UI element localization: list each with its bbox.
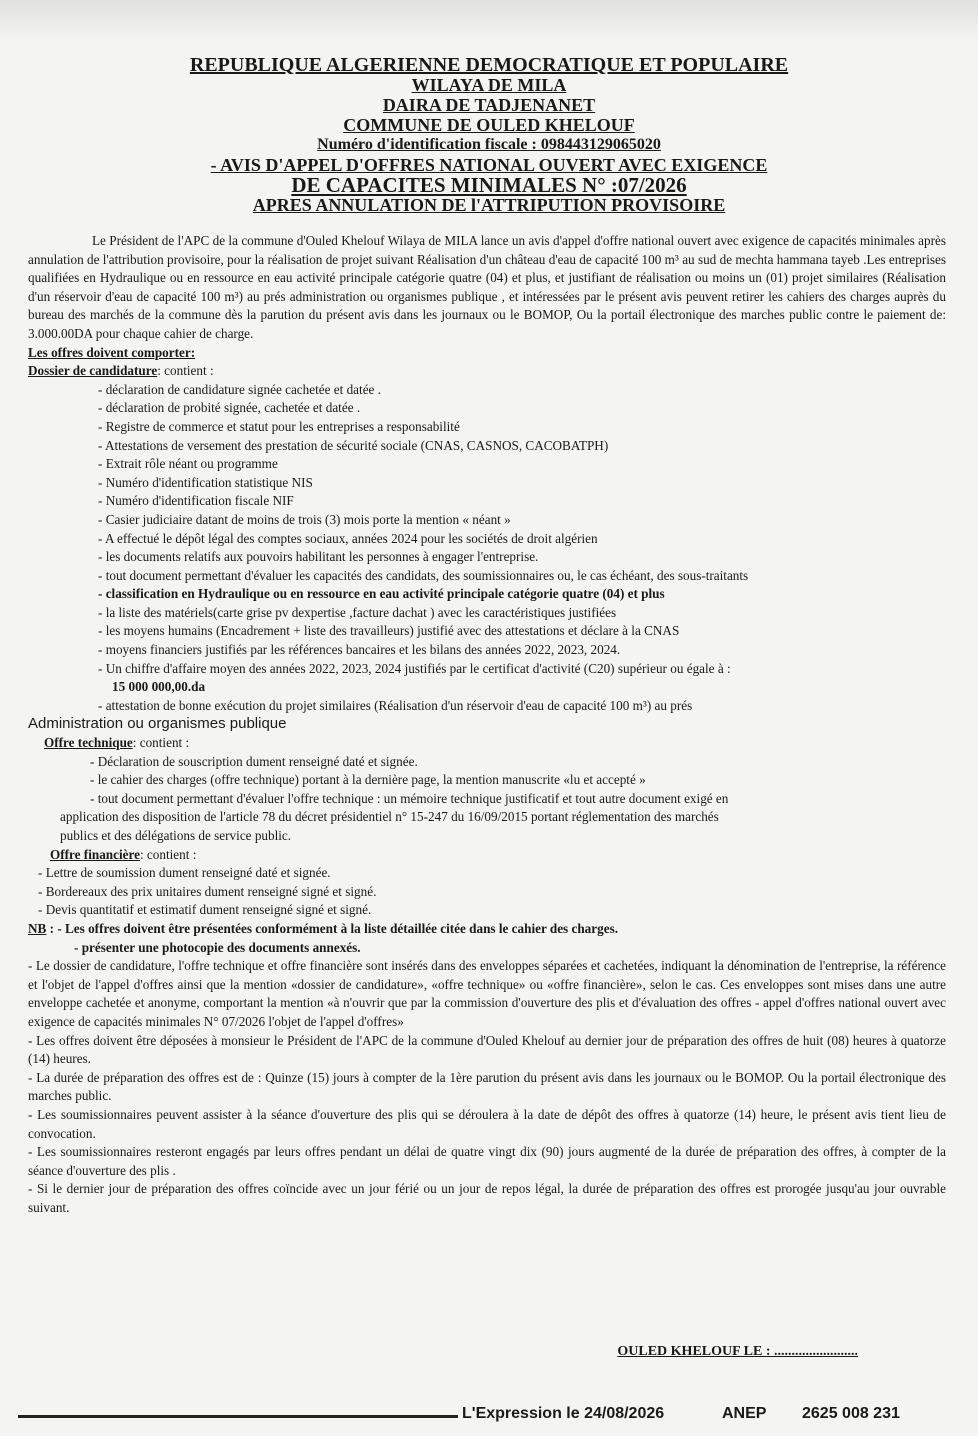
header-daira: DAIRA DE TADJENANET (382, 95, 596, 115)
condition-paragraph: - La durée de préparation des offres est de : Quinze (15) jours à compter de la 1ère parution du présent avis dans les journaux ou le BOMOP. Ou la portail électronique des marches public. (28, 1069, 946, 1104)
offres-title-text: Les offres doivent comporter: (28, 344, 196, 360)
nb-text-1: : - Les offres doivent être présentées conformément à la liste détaillée citée dans le cahier des charges. (46, 920, 619, 936)
header-annulation: APRES ANNULATION DE l'ATTRIPUTION PROVISOIRE (252, 195, 726, 215)
list-item: - Extrait rôle néant ou programme (98, 456, 278, 472)
header-avis-title: - AVIS D'APPEL D'OFFRES NATIONAL OUVERT AVEC EXIGENCE (210, 155, 768, 175)
condition-paragraph: - Les soumissionnaires resteront engagés par leurs offres pendant un délai de quatre vingt dix (90) jours augmenté de la durée de préparation des offres, à compter de la séance d'ouverture des plis . (28, 1144, 946, 1178)
technique-list (28, 753, 946, 846)
notice-header (0, 55, 978, 215)
list-item: - A effectué le dépôt légal des comptes sociaux, années 2024 pour les sociétés de droit algérien (98, 530, 598, 546)
header-republic: REPUBLIQUE ALGERIENNE DEMOCRATIQUE ET POPULAIRE (189, 54, 789, 76)
list-item-continuation: publics et des délégations de service public. (60, 828, 292, 843)
list-item: - les documents relatifs aux pouvoirs habilitant les personnes à engager l'entreprise. (98, 549, 539, 565)
list-item: - Numéro d'identification statistique NIS (98, 474, 313, 490)
financiere-list (28, 864, 946, 920)
list-item: - Lettre de soumission dument renseigné daté et signée. (38, 865, 331, 881)
dossier-heading (28, 362, 946, 381)
header-wilaya: WILAYA DE MILA (411, 75, 567, 95)
list-item: - le cahier des charges (offre technique) portant à la dernière page, la mention manuscrite «lu et accepté » (90, 772, 646, 788)
list-item: - déclaration de candidature signée cachetée et datée . (98, 381, 381, 397)
list-item: - moyens financiers justifiés par les références bancaires et les bilans des années 2022, 2023, 2024. (98, 642, 621, 658)
condition-paragraph: - Le dossier de candidature, l'offre technique et offre financière sont insérés dans des enveloppes séparées et cachetées, indiquant la dénomination de l'entreprise, la référence et l'objet de l'appel d'offres ainsi que la mention «dossier de candidature», «offre technique» ou «offre financière», selon le cas. Ces enveloppes sont mises dans une autre enveloppe cachetée et anonyme, comportant la mention «à n'ouvrir que par la commission d'ouverture des plis et d'évaluation des offres - appel d'offres national ouvert avec exigence de capacités minimales N° 07/2026 l'objet de l'appel d'offres» (28, 958, 946, 1029)
condition-paragraph: - Les offres doivent être déposées à monsieur le Président de l'APC de la commune d'Ouled Khelouf au dernier jour de préparation des offres de huit (08) heures à quatorze (14) heures. (28, 1032, 946, 1067)
intro-text: Le Président de l'APC de la commune d'Ouled Khelouf Wilaya de MILA lance un avis d'appel d'offre national ouvert avec exigence de capacités minimales après annulation de l'attribution provisoire, pour la réalisation de projet suivant Réalisation d'un château d'eau de capacité 100 m³ au sud de mechta hammana tayeb .Les entreprises qualifiées en Hydraulique ou en ressource en eau activité principale catégorie quatre (04) et plus, et justifiant de réalisation ou moins un (01) projet similaires (Réalisation d'un réservoir d'eau de capacité 100 m³) au prés administration ou organismes publique , et intéressées par le présent avis peuvent retirer les cahiers des charges auprès du bureau des marchés de la commune dès la parution du présent avis dans les journaux ou le BOMOP, Ou la portail électronique des marches public contre le paiement de: 3.000.00DA pour chaque cahier de charge. (28, 233, 946, 341)
list-item: - les moyens humains (Encadrement + liste des travailleurs) justifié avec des attestations et déclare à la CNAS (98, 623, 680, 639)
intro-paragraph (28, 232, 946, 344)
agency-name: ANEP (722, 1405, 767, 1422)
list-item: - la liste des matériels(carte grise pv dexpertise ,facture dachat ) avec les caractéristiques justifiées (98, 604, 617, 620)
dossier-title: Dossier de candidature (28, 363, 158, 379)
offres-title (28, 344, 946, 363)
amount-line: 15 000 000,00.da (112, 679, 206, 695)
list-item: - déclaration de probité signée, cachetée et datée . (98, 400, 361, 416)
list-item: - Registre de commerce et statut pour les entreprises a responsabilité (98, 418, 460, 434)
list-item: - tout document permettant d'évaluer l'offre technique : un mémoire technique justificatif et tout autre document exigé en (90, 790, 729, 806)
scan-shading (0, 0, 978, 40)
signature-line: OULED KHELOUF LE : ........................ (617, 1344, 858, 1359)
admin-line: Administration ou organismes publique (28, 715, 287, 733)
nb-label: NB (28, 920, 47, 936)
header-nif: Numéro d'identification fiscale : 098443129065020 (317, 136, 661, 153)
list-item: - attestation de bonne exécution du projet similaires (Réalisation d'un réservoir d'eau de capacité 100 m³) au prés (98, 697, 693, 713)
publication-footer (0, 1402, 978, 1430)
dossier-suffix: : contient : (157, 363, 214, 379)
list-item-continuation: application des disposition de l'article 78 du décret présidentiel n° 15-247 du 16/09/2015 portant réglementation des marchés (60, 809, 719, 825)
header-commune: COMMUNE DE OULED KHELOUF (343, 115, 635, 135)
list-item: - Bordereaux des prix unitaires dument renseigné signé et signé. (38, 883, 377, 899)
nb-line-1 (28, 920, 946, 939)
notice-body (28, 232, 946, 1217)
list-item: - Attestations de versement des prestation de sécurité sociale (CNAS, CASNOS, CACOBATPH) (98, 437, 609, 453)
condition-paragraph: - Les soumissionnaires peuvent assister à la séance d'ouverture des plis qui se déroulera à la date de dépôt des offres à quatorze (14) heure, le présent avis tient lieu de convocation. (28, 1106, 946, 1141)
list-item: - Numéro d'identification fiscale NIF (98, 493, 294, 509)
footer-rule (18, 1415, 458, 1418)
reference-number: 2625 008 231 (802, 1405, 900, 1422)
publication-name: L'Expression le 24/08/2026 (462, 1405, 665, 1422)
list-item: - Devis quantitatif et estimatif dument renseigné signé et signé. (38, 902, 372, 918)
list-item: - Casier judiciaire datant de moins de trois (3) mois porte la mention « néant » (98, 511, 511, 527)
financiere-heading (28, 846, 946, 865)
list-item: - Déclaration de souscription dument renseigné daté et signée. (90, 753, 418, 769)
condition-paragraph: - Si le dernier jour de préparation des offres coïncide avec un jour férié ou un jour de repos légal, la durée de préparation des offres est prorogée jusqu'au jour ouvrable suivant. (28, 1181, 946, 1215)
financiere-title: Offre financière (50, 846, 140, 862)
header-avis-number: DE CAPACITES MINIMALES N° :07/2026 (291, 173, 687, 197)
list-item: - classification en Hydraulique ou en ressource en eau activité principale catégorie quatre (04) et plus (98, 586, 665, 602)
list-item: - tout document permettant d'évaluer les capacités des candidats, des soumissionnaires ou, le cas échéant, des sous-traitants (98, 567, 749, 583)
financiere-suffix: : contient : (139, 846, 197, 862)
technique-heading (28, 734, 946, 753)
nb-line-2: - présenter une photocopie des documents annexés. (74, 939, 361, 955)
dossier-list (28, 381, 946, 734)
technique-title: Offre technique (44, 735, 133, 751)
list-item: - Un chiffre d'affaire moyen des années 2022, 2023, 2024 justifiés par le certificat d'activité (C20) supérieur ou égale à : (98, 660, 731, 676)
technique-suffix: : contient : (132, 735, 190, 751)
